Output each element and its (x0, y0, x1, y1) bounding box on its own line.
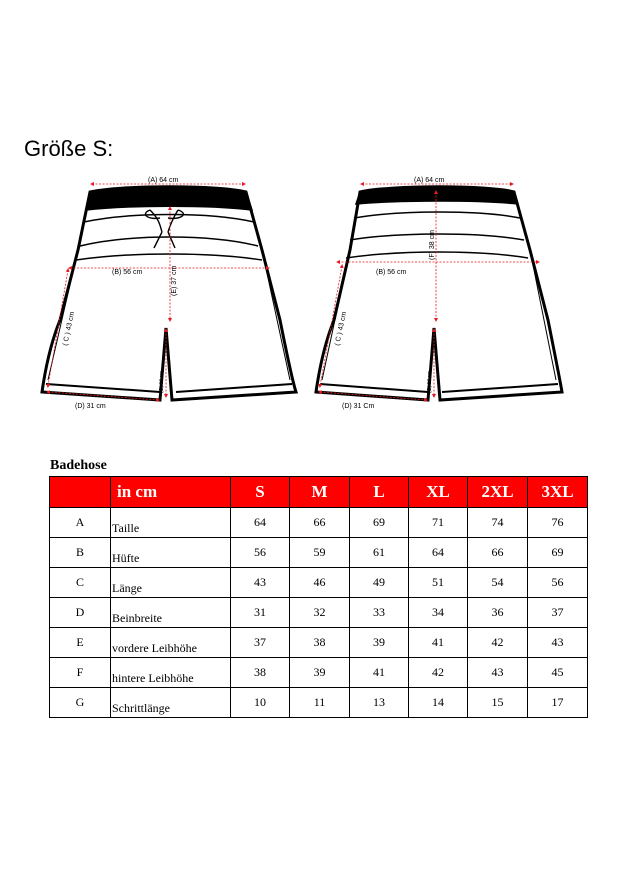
row-value: 33 (350, 598, 409, 628)
shorts-diagram (0, 170, 620, 420)
front-label-d: (D) 31 cm (75, 403, 106, 410)
table-title: Badehose (50, 458, 107, 473)
header-size-2xl: 2XL (468, 477, 528, 508)
table-row (50, 628, 588, 658)
back-label-f: (F) 38 cm (429, 230, 436, 260)
front-label-c: ( C ) 43 cm (62, 311, 77, 347)
row-value: 69 (528, 538, 588, 568)
back-shorts (316, 187, 562, 400)
row-value: 56 (231, 538, 290, 568)
row-value: 38 (290, 628, 350, 658)
row-value: 59 (290, 538, 350, 568)
row-value: 43 (468, 658, 528, 688)
row-letter: G (50, 688, 111, 718)
row-value: 11 (290, 688, 350, 718)
row-measurement-name: Länge (111, 568, 231, 598)
row-measurement-name: Hüfte (111, 538, 231, 568)
row-value: 61 (350, 538, 409, 568)
table-row (50, 598, 588, 628)
row-value: 38 (231, 658, 290, 688)
row-letter: F (50, 658, 111, 688)
row-value: 43 (528, 628, 588, 658)
row-value: 37 (231, 628, 290, 658)
back-label-a: (A) 64 cm (414, 177, 445, 184)
front-label-b: (B) 56 cm (112, 269, 143, 276)
row-value: 36 (468, 598, 528, 628)
back-label-c: ( C ) 43 cm (334, 311, 349, 347)
row-value: 34 (409, 598, 468, 628)
front-label-e: (E) 37 cm (171, 265, 178, 296)
size-table (49, 476, 588, 718)
row-value: 37 (528, 598, 588, 628)
row-value: 66 (468, 538, 528, 568)
row-value: 15 (468, 688, 528, 718)
row-measurement-name: Beinbreite (111, 598, 231, 628)
row-value: 43 (231, 568, 290, 598)
row-measurement-name: hintere Leibhöhe (111, 658, 231, 688)
table-row (50, 688, 588, 718)
row-value: 64 (409, 538, 468, 568)
table-body (50, 508, 588, 718)
front-label-g: (G) 10 cm (159, 370, 165, 393)
table-row (50, 568, 588, 598)
row-value: 76 (528, 508, 588, 538)
row-value: 45 (528, 658, 588, 688)
row-value: 66 (290, 508, 350, 538)
size-heading: Größe S: (24, 136, 114, 161)
row-value: 39 (350, 628, 409, 658)
table-header-row (50, 477, 588, 508)
row-value: 41 (409, 628, 468, 658)
row-value: 46 (290, 568, 350, 598)
header-size-xl: XL (409, 477, 468, 508)
row-value: 41 (350, 658, 409, 688)
row-value: 10 (231, 688, 290, 718)
row-value: 56 (528, 568, 588, 598)
header-unit-label: in cm (111, 477, 231, 508)
header-size-l: L (350, 477, 409, 508)
row-letter: E (50, 628, 111, 658)
row-letter: D (50, 598, 111, 628)
row-letter: C (50, 568, 111, 598)
header-size-s: S (231, 477, 290, 508)
row-value: 74 (468, 508, 528, 538)
row-value: 14 (409, 688, 468, 718)
row-measurement-name: Taille (111, 508, 231, 538)
row-letter: B (50, 538, 111, 568)
row-value: 39 (290, 658, 350, 688)
row-value: 17 (528, 688, 588, 718)
back-label-b: (B) 56 cm (376, 269, 407, 276)
row-value: 64 (231, 508, 290, 538)
row-value: 51 (409, 568, 468, 598)
table-row (50, 658, 588, 688)
row-value: 49 (350, 568, 409, 598)
row-letter: A (50, 508, 111, 538)
row-value: 42 (468, 628, 528, 658)
table-row (50, 538, 588, 568)
front-waistband-top (86, 187, 252, 210)
back-waistband-top (356, 187, 518, 204)
front-shorts (42, 187, 296, 400)
row-value: 42 (409, 658, 468, 688)
back-outline (316, 187, 562, 400)
table-row (50, 508, 588, 538)
row-measurement-name: Schrittlänge (111, 688, 231, 718)
back-label-d: (D) 31 Cm (342, 403, 375, 410)
row-value: 71 (409, 508, 468, 538)
back-label-g: (G) 10 cm (427, 370, 433, 393)
header-letter-cell (50, 477, 111, 508)
row-value: 32 (290, 598, 350, 628)
row-value: 69 (350, 508, 409, 538)
row-value: 31 (231, 598, 290, 628)
front-label-a: (A) 64 cm (148, 177, 179, 184)
header-size-m: M (290, 477, 350, 508)
row-measurement-name: vordere Leibhöhe (111, 628, 231, 658)
header-size-3xl: 3XL (528, 477, 588, 508)
row-value: 54 (468, 568, 528, 598)
row-value: 13 (350, 688, 409, 718)
